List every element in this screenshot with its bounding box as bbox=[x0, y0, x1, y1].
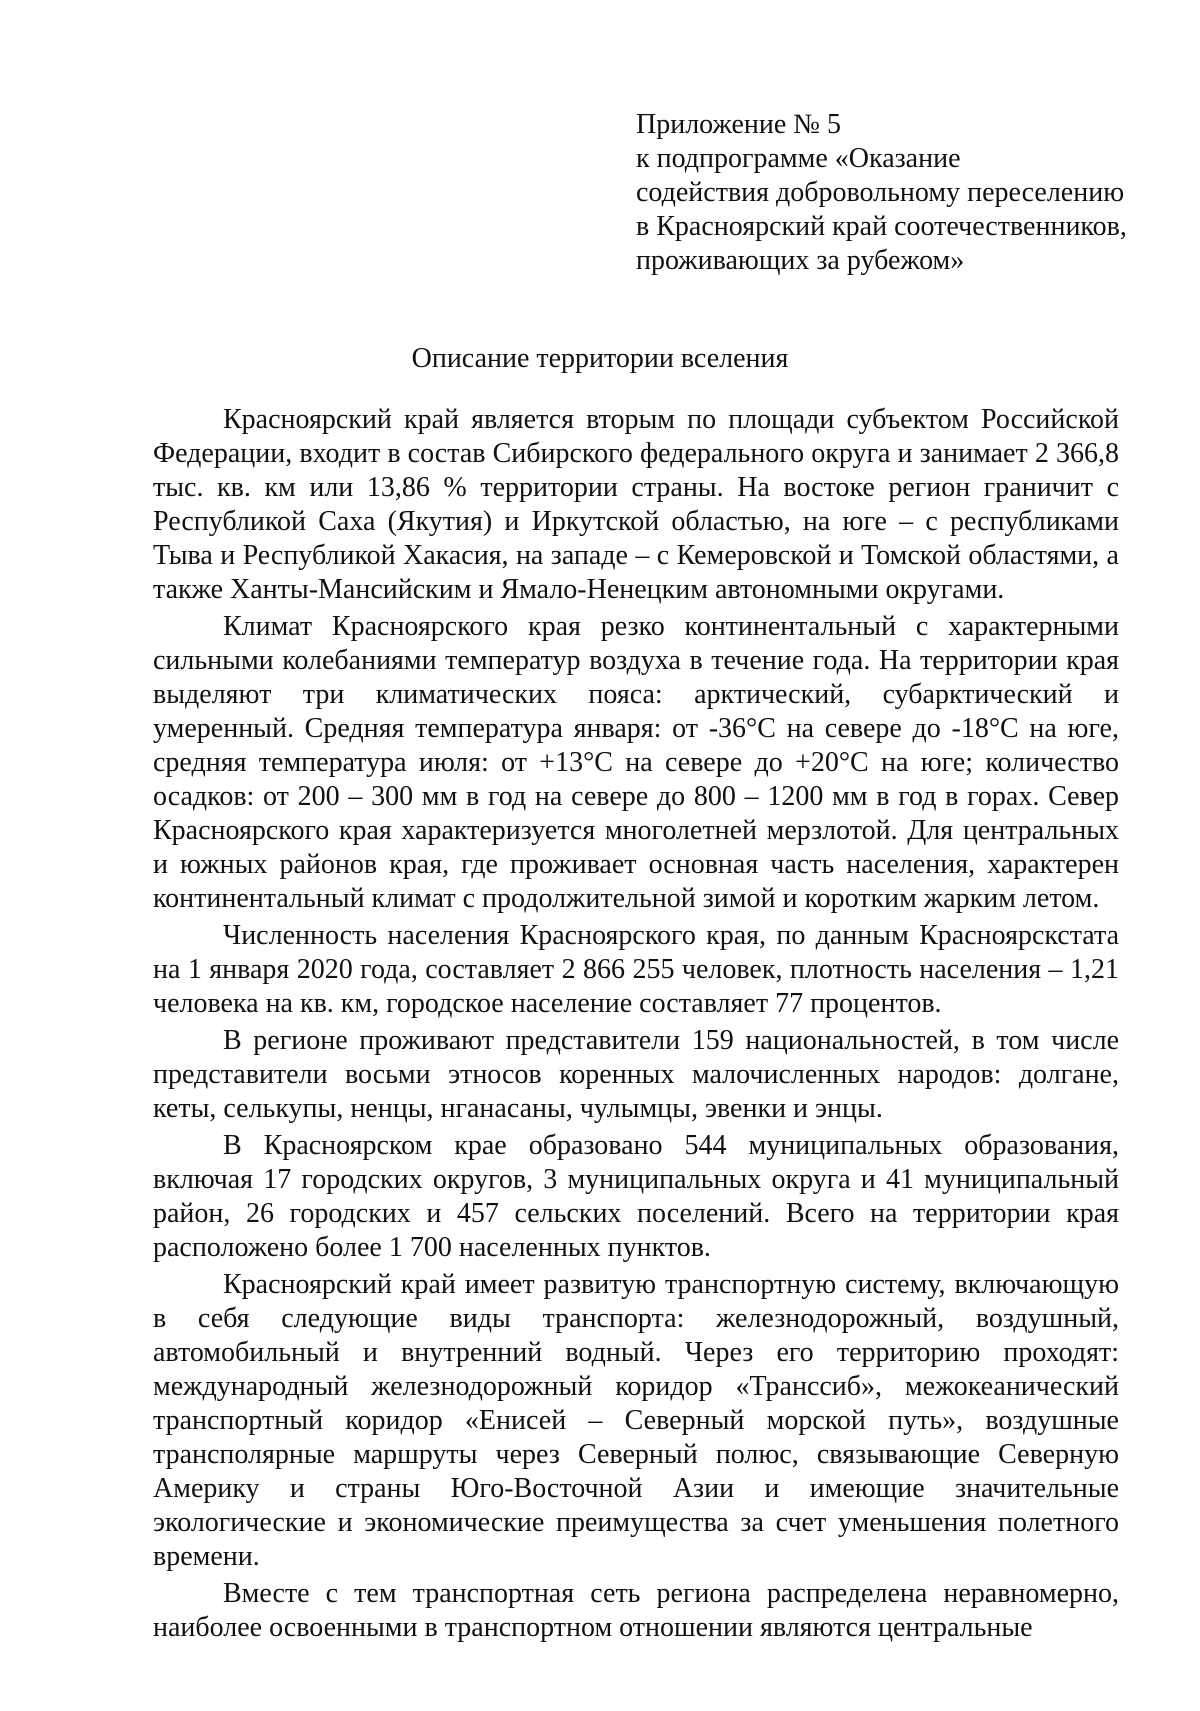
paragraph-climate: Климат Красноярского края резко континентальный с характерными сильными колебаниями температур воздуха в течение года. На территории края выделяют три климатических пояса: арктический, субарктический и умеренный. Средняя температура января: от -36°С на севере до -18°С на юге, средняя температура июля: от +13°С на севере до +20°С на юге; количество осадков: от 200 – 300 мм в год на севере до 800 – 1200 мм в год в горах. Север Красноярского края характеризуется многолетней мерзлотой. Для центральных и южных районов края, где проживает основная часть населения, характерен континентальный климат с продолжительной зимой и коротким жарким летом. bbox=[153, 611, 1119, 914]
appendix-line-assistance: содействия добровольному переселению bbox=[636, 177, 1125, 208]
paragraph-nationalities: В регионе проживают представители 159 национальностей, в том числе представители восьми этносов коренных малочисленных народов: долгане, кеты, селькупы, ненцы, нганасаны, чулымцы, эвенки и энцы. bbox=[153, 1025, 1119, 1124]
document-body bbox=[153, 403, 1119, 1645]
document-title: Описание территории вселения bbox=[411, 343, 789, 374]
appendix-header bbox=[636, 108, 1136, 278]
appendix-line-number: Приложение № 5 bbox=[636, 109, 841, 140]
paragraph-transport-network: Вместе с тем транспортная сеть региона распределена неравномерно, наиболее освоенными в транспортном отношении являются центральные bbox=[153, 1578, 1119, 1643]
appendix-line-region: в Красноярский край соотечественников, bbox=[636, 211, 1127, 242]
appendix-line-subprogram: к подпрограмме «Оказание bbox=[636, 143, 961, 174]
paragraph-geography: Красноярский край является вторым по площади субъектом Российской Федерации, входит в состав Сибирского федерального округа и занимает 2 366,8 тыс. кв. км или 13,86 % территории страны. На востоке регион граничит с Республикой Саха (Якутия) и Иркутской областью, на юге – с республиками Тыва и Республикой Хакасия, на западе – с Кемеровской и Томской областями, а также Ханты-Мансийским и Ямало-Ненецким автономными округами. bbox=[153, 404, 1119, 605]
paragraph-municipalities: В Красноярском крае образовано 544 муниципальных образования, включая 17 городских округов, 3 муниципальных округа и 41 муниципальный район, 26 городских и 457 сельских поселений. Всего на территории края расположено более 1 700 населенных пунктов. bbox=[153, 1130, 1119, 1263]
appendix-line-abroad: проживающих за рубежом» bbox=[636, 245, 965, 276]
paragraph-transport: Красноярский край имеет развитую транспортную систему, включающую в себя следующие виды транспорта: железнодорожный, воздушный, автомобильный и внутренний водный. Через его территорию проходят: международный железнодорожный коридор «Транссиб», межокеанический транспортный коридор «Енисей – Северный морской путь», воздушные трансполярные маршруты через Северный полюс, связывающие Северную Америку и страны Юго-Восточной Азии и имеющие значительные экологические и экономические преимущества за счет уменьшения полетного времени. bbox=[153, 1269, 1119, 1572]
paragraph-population: Численность населения Красноярского края, по данным Красноярскстата на 1 января 2020 года, составляет 2 866 255 человек, плотность населения – 1,21 человека на кв. км, городское население составляет 77 процентов. bbox=[153, 920, 1119, 1019]
